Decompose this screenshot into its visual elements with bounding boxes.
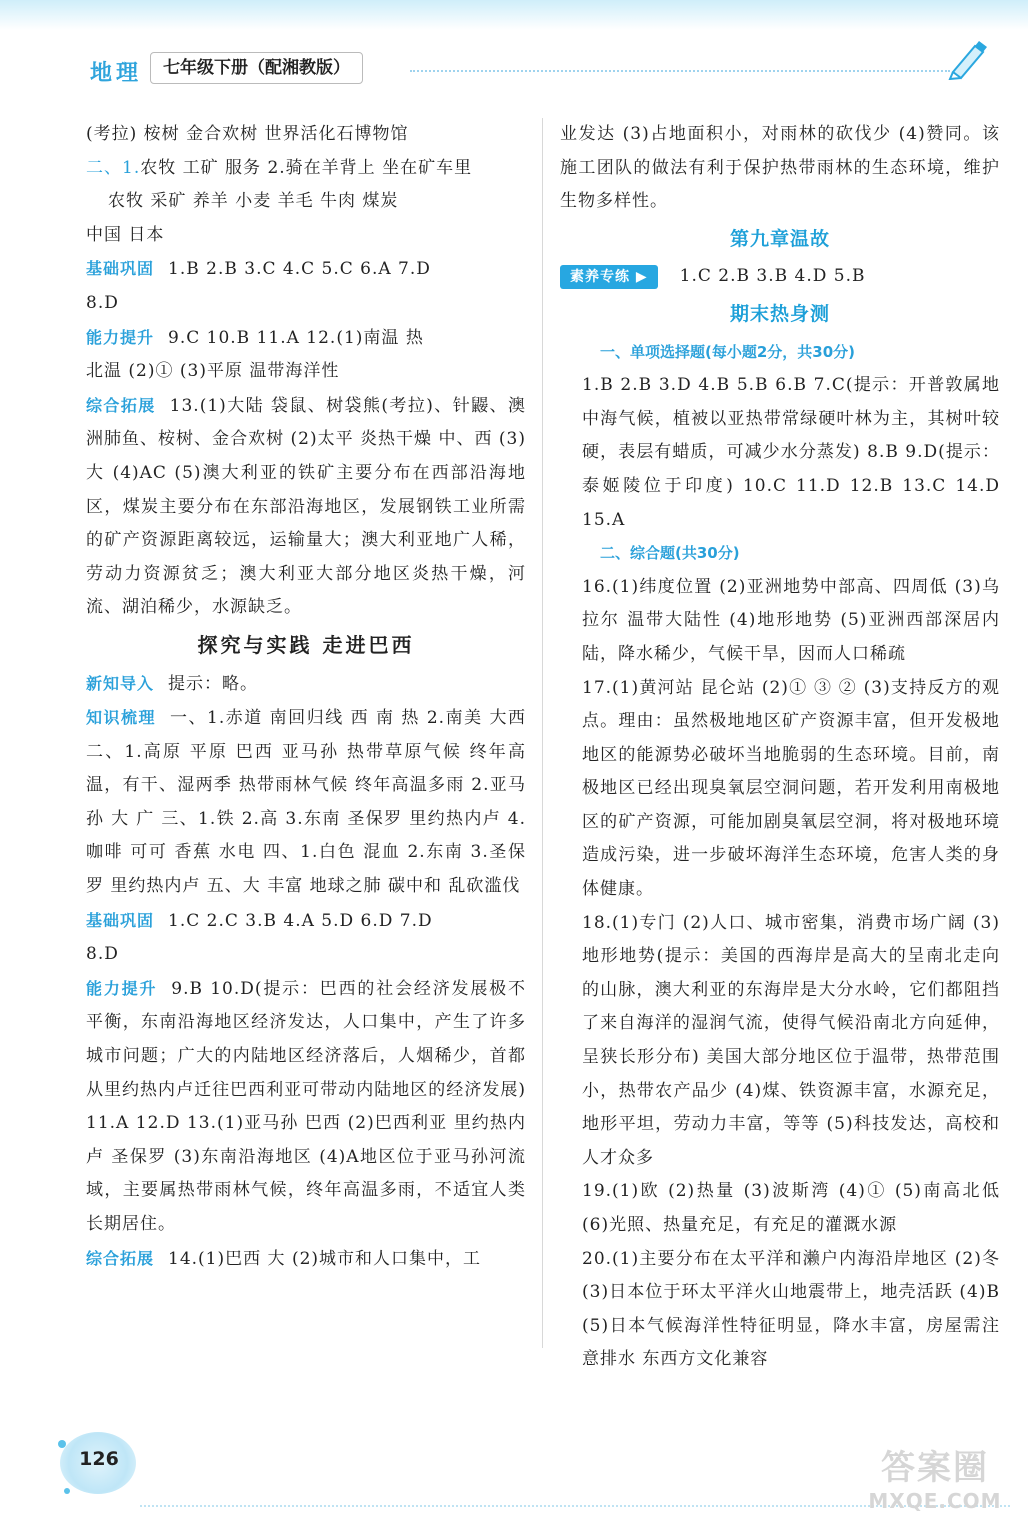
- chapter-review-title: 第九章温故: [729, 227, 830, 250]
- answer-paragraph: 业发达 (3)占地面积小，对雨林的砍伐少 (4)赞同。该施工团队的做法有利于保护热带雨林的生态环境，维护生物多样性。: [560, 124, 1000, 212]
- label-extended: 综合拓展: [86, 395, 156, 415]
- answer-text: 1.B 2.B 3.C 4.C 5.C 6.A 7.D: [168, 259, 431, 280]
- watermark-logo: [855, 1440, 1015, 1513]
- answer-text: 14.(1)巴西 大 (2)城市和人口集中，工: [168, 1248, 482, 1269]
- answer-line: [86, 252, 526, 287]
- decor-dot: [58, 1440, 66, 1448]
- watermark-text: 答案圈: [881, 1448, 989, 1488]
- part-note: (共30分): [675, 544, 740, 563]
- answer-text: 9.B 10.D(提示：巴西的社会经济发展极不平衡，东南沿海地区经济发达，人口集中，产生了许多城市问题；广大的内陆地区经济落后，人烟稀少，首都从里约热内卢迁往巴西利亚可带动内陆地区的经济发展) 11.A 12.D 13.(1)亚马孙 巴西 (2)巴西利亚 里约热内卢 圣保罗 (3)东南沿海地区 (4)A地区位于亚马孙河流域，主要属热带雨林气候，终年高温多雨，不适宜人类长期居住。: [86, 978, 526, 1234]
- answer-paragraph: 17.(1)黄河站 昆仑站 (2)① ③ ② (3)支持反方的观点。理由：虽然极地地区矿产资源丰富，但开发极地地区的能源势必破坏当地脆弱的生态环境。目前，南极地区已经出现臭氧层空洞问题，若开发利用南极地区的矿产资源，可能加剧臭氧层空洞，将对极地环境造成污染，进一步破坏海洋生态环境，危害人类的身体健康。: [582, 677, 1000, 900]
- answer-text: 提示：略。: [168, 673, 259, 694]
- label-extended: 综合拓展: [86, 1248, 155, 1268]
- answer-text: 13.(1)大陆 袋鼠、树袋熊(考拉)、针鼹、澳洲肺鱼、桉树、金合欢树 (2)太平 炎热干燥 中、西 (3)大 (4)AC (5)澳大利亚的铁矿主要分布在西部沿海地区，煤炭主要分布在东部沿海地区，发展钢铁工业所需的矿产资源距离较远，运输量大；澳大利亚地广人稀，劳动力资源贫乏；澳大利亚大部分地区炎热干燥，河流、湖泊稀少，水源缺乏。: [86, 395, 526, 618]
- answer-text: 一、1.赤道 南回归线 西 南 热 2.南美 大西 二、1.高原 平原 巴西 亚马孙 热带草原气候 终年高温，有干、湿两季 热带雨林气候 终年高温多雨 2.亚马孙 大 广 三、1.铁 2.高 3.东南 圣保罗 里约热内卢 4.咖啡 可可 香蕉 水电 四、1.白色 混血 2.东南 3.圣保罗 里约热内卢 五、大 丰富 地球之肺 碳中和 乱砍滥伐: [86, 708, 526, 897]
- part-note: (每小题2分，共30分): [705, 342, 856, 361]
- label-ability: 能力提升: [86, 327, 155, 347]
- answer-paragraph: 18.(1)专门 (2)人口、城市密集，消费市场广阔 (3)地形地势(提示：美国的西海岸是高大的呈南北走向的山脉，澳大利亚的东海岸是大分水岭，它们都阻挡了来自海洋的湿润气流，使得气候沿南北方向延伸，呈狭长形分布) 美国大部分地区位于温带，热带范围小，热带农产品少 (4)煤、铁资源丰富，水源充足，地形平坦，劳动力丰富，等等 (5)科技发达，高校和人才众多: [582, 912, 1000, 1168]
- answer-text: 农牧 工矿 服务 2.骑在羊背上 坐在矿车里: [140, 157, 473, 178]
- answer-line: 农牧 采矿 养羊 小麦 羊毛 牛肉 煤炭: [108, 191, 399, 212]
- label-ability: 能力提升: [86, 978, 158, 998]
- decor-dot: [64, 1488, 70, 1494]
- answer-paragraph: 19.(1)欧 (2)热量 (3)波斯湾 (4)① (5)南高北低 (6)光照、热量充足，有充足的灌溉水源: [582, 1181, 1000, 1235]
- label-knowledge: 知识梳理: [86, 708, 157, 728]
- answer-paragraph: 1.B 2.B 3.D 4.B 5.B 6.B 7.C(提示：开普敦属地中海气候，植被以亚热带常绿硬叶林为主，其树叶较硬，表层有蜡质，可减少水分蒸发) 8.B 9.D(提示：泰姬陵位于印度) 10.C 11.D 12.B 13.C 14.D 15.A: [582, 375, 1000, 530]
- grade-label: 七年级下册（配湘教版）: [150, 52, 363, 84]
- label-intro: 新知导入: [86, 673, 155, 693]
- exam-title: 期末热身测: [729, 302, 830, 325]
- top-gradient-bar: [0, 0, 1028, 30]
- section-number: 二、1.: [86, 157, 141, 178]
- answer-paragraph: [86, 389, 526, 625]
- part-title: 一、单项选择题: [600, 342, 706, 361]
- part-heading: [560, 537, 1000, 571]
- subject-title: 地理: [90, 61, 143, 86]
- answer-text: 1.C 2.B 3.B 4.D 5.B: [679, 266, 866, 287]
- answer-line: [86, 321, 526, 356]
- answer-paragraph: 20.(1)主要分布在太平洋和濑户内海沿岸地区 (2)冬 (3)日本位于环太平洋火山地震带上，地壳活跃 (4)B (5)日本气候海洋性特征明显，降水丰富，房屋需注意排水 东西方文化兼容: [582, 1248, 1000, 1370]
- section-title: 探究与实践 走进巴西: [197, 632, 415, 657]
- label-basic: 基础巩固: [86, 910, 155, 930]
- pen-icon: [945, 38, 990, 80]
- answer-text: 1.C 2.C 3.B 4.A 5.D 6.D 7.D: [168, 910, 433, 931]
- answer-paragraph: [86, 701, 526, 904]
- answer-line: [86, 667, 526, 702]
- watermark-url: MXQE.COM: [868, 1489, 1002, 1513]
- answer-text: 9.C 10.B 11.A 12.(1)南温 热: [168, 327, 424, 348]
- part-heading: [560, 336, 1000, 370]
- answer-line: (考拉) 桉树 金合欢树 世界活化石博物馆: [86, 124, 409, 144]
- answer-paragraph: 16.(1)纬度位置 (2)亚洲地势中部高、四周低 (3)乌拉尔 温带大陆性 (4)地形地势 (5)亚洲西部深居内陆，降水稀少，气候干旱，因而人口稀疏: [582, 576, 1000, 664]
- page-number: 126: [79, 1448, 119, 1470]
- column-divider: [542, 118, 543, 1348]
- answer-paragraph: [86, 972, 526, 1242]
- answer-line: 中国 日本: [86, 224, 165, 245]
- answer-line: 8.D: [86, 944, 119, 965]
- right-column: [560, 118, 1000, 1377]
- answer-line: [86, 904, 526, 939]
- part-title: 二、综合题: [600, 544, 676, 563]
- label-basic: 基础巩固: [86, 259, 155, 279]
- answer-line: [560, 260, 1000, 294]
- header-dotted-line: [410, 70, 950, 72]
- answer-line: [86, 152, 526, 186]
- left-column: [86, 118, 526, 1276]
- answer-line: 8.D: [86, 292, 119, 313]
- practice-badge: 素养专练 ▶: [560, 265, 658, 289]
- answer-line: [86, 1242, 526, 1277]
- answer-line: 北温 (2)① (3)平原 温带海洋性: [86, 361, 340, 382]
